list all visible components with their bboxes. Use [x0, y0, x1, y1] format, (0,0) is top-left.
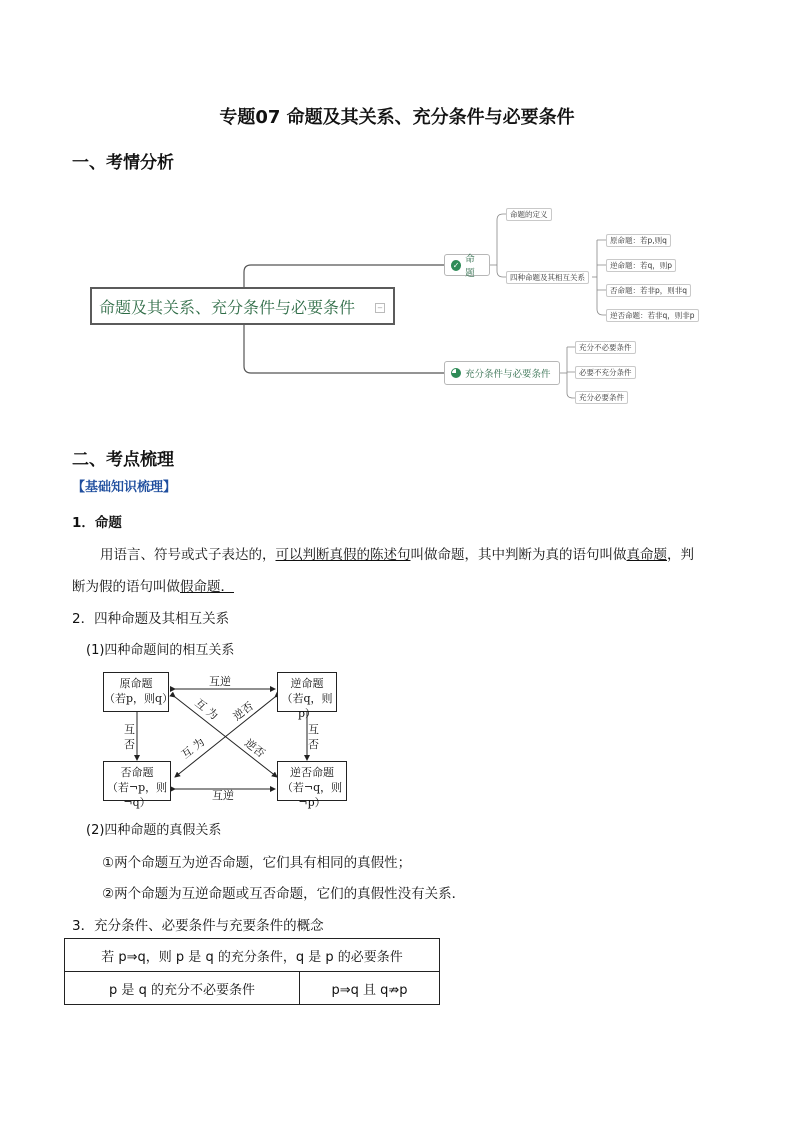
label-diag-c: 互 为 — [179, 735, 208, 762]
paragraph-line: 用语言、符号或式子表达的，可以判断真假的陈述句叫做命题，其中判断为真的语句叫做真命题，判 — [100, 547, 694, 563]
section-heading-points: 二、考点梳理 — [72, 450, 174, 470]
mindmap-node-conditions[interactable]: 充分条件与必要条件 — [444, 361, 560, 385]
label-right: 互 否 — [308, 723, 319, 751]
label-diag-b: 逆否 — [230, 699, 256, 724]
mindmap-root-label: 命题及其关系、充分条件与必要条件 — [99, 297, 356, 317]
mindmap-leaf[interactable]: 原命题：若p,则q — [606, 234, 671, 247]
table-cell: p 是 q 的充分不必要条件 — [65, 972, 300, 1005]
mindmap-leaf[interactable]: 逆否命题：若非q，则非p — [606, 309, 699, 322]
mindmap-node-proposition[interactable]: ✓ 命题 — [444, 254, 490, 276]
mindmap-leaf[interactable]: 逆命题：若q，则p — [606, 259, 676, 272]
label-top: 互逆 — [209, 675, 231, 688]
table-row — [65, 939, 440, 972]
subheading-basics: 【基础知识梳理】 — [72, 480, 177, 495]
progress-pie-icon — [451, 368, 461, 378]
collapse-icon[interactable]: − — [375, 303, 385, 313]
mindmap-leaf[interactable]: 四种命题及其相互关系 — [506, 271, 589, 284]
label-bottom: 互逆 — [212, 789, 234, 802]
concept-table — [64, 938, 440, 1005]
box-contrapositive: 逆否命题 （若¬q，则¬p） — [277, 761, 347, 801]
paragraph-line: 断为假的语句叫做假命题． — [72, 579, 234, 595]
item-heading: 1．命题 — [72, 515, 122, 531]
label-left: 互 否 — [124, 723, 135, 751]
box-converse: 逆命题 （若q，则p） — [277, 672, 337, 712]
mindmap-leaf[interactable]: 充分必要条件 — [575, 391, 628, 404]
item-heading: 3．充分条件、必要条件与充要条件的概念 — [72, 918, 324, 934]
check-icon: ✓ — [452, 260, 460, 270]
label-diag-d: 逆否 — [242, 736, 268, 761]
table-row — [65, 972, 440, 1005]
label-diag-a: 互 为 — [192, 696, 221, 723]
subitem-heading: (2)四种命题的真假关系 — [86, 823, 222, 838]
table-cell: p⇒q 且 q⇏p — [300, 972, 440, 1005]
mindmap-leaf[interactable]: 充分不必要条件 — [575, 341, 636, 354]
mindmap-leaf[interactable]: 否命题：若非p，则非q — [606, 284, 691, 297]
page-title: 专题07 命题及其关系、充分条件与必要条件 — [219, 107, 575, 128]
box-original: 原命题 （若p，则q） — [103, 672, 169, 712]
subitem-heading: (1)四种命题间的相互关系 — [86, 643, 235, 658]
mindmap-connectors — [0, 0, 794, 430]
rule-line: ②两个命题为互逆命题或互否命题，它们的真假性没有关系． — [102, 886, 466, 902]
table-cell: 若 p⇒q，则 p 是 q 的充分条件，q 是 p 的必要条件 — [65, 939, 440, 972]
mindmap-root — [90, 287, 395, 325]
mindmap-leaf[interactable]: 命题的定义 — [506, 208, 552, 221]
rule-line: ①两个命题互为逆否命题，它们具有相同的真假性； — [102, 855, 412, 871]
item-heading: 2．四种命题及其相互关系 — [72, 611, 230, 627]
mindmap-leaf[interactable]: 必要不充分条件 — [575, 366, 636, 379]
box-inverse: 否命题 （若¬p，则¬q） — [103, 761, 171, 801]
section-heading-analysis: 一、考情分析 — [72, 153, 174, 173]
